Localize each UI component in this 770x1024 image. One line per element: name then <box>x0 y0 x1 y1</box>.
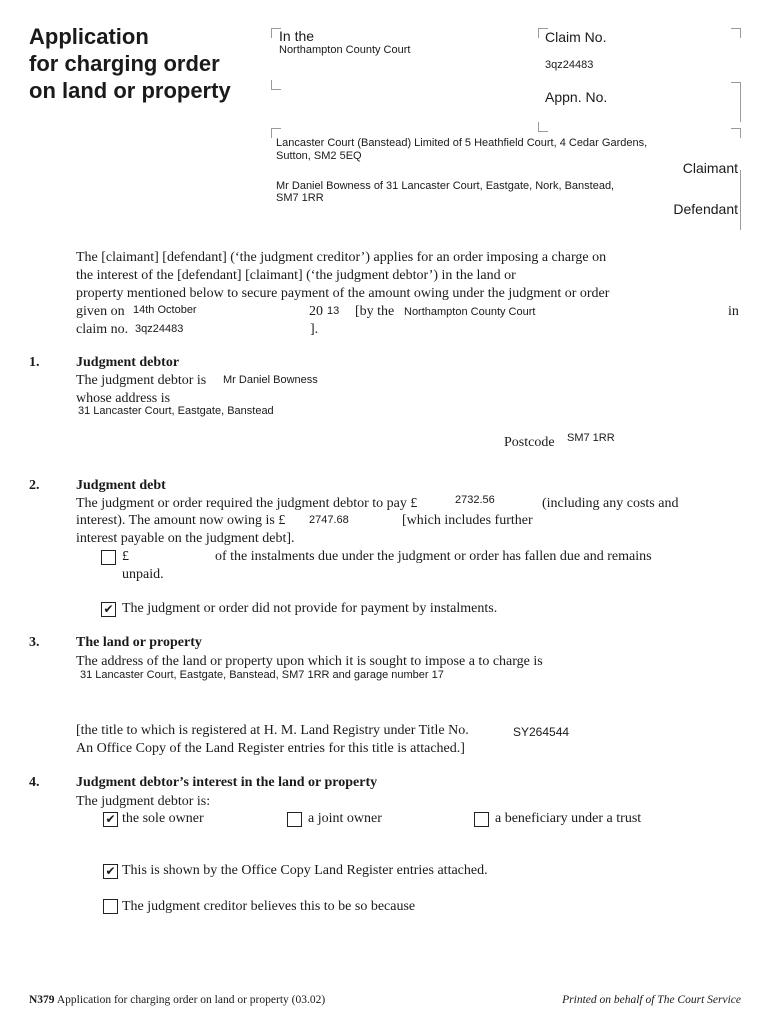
no-instalments-checkbox[interactable] <box>101 602 116 617</box>
debt-line-3: interest payable on the judgment debt]. <box>76 531 295 546</box>
creditor-believes-checkbox[interactable] <box>103 899 118 914</box>
form-title <box>29 23 231 104</box>
claim-no-field[interactable]: 3qz24483 <box>545 59 594 71</box>
debtor-address-field[interactable]: 31 Lancaster Court, Eastgate, Banstead <box>78 405 274 417</box>
instalments-unpaid-text: of the instalments due under the judgment or order has fallen due and remains <box>215 549 652 564</box>
form-title-footer: Application for charging order on land or property (03.02) <box>56 994 326 1006</box>
year-field[interactable]: 13 <box>327 305 340 317</box>
title-registry-line: [the title to which is registered at H. M. Land Registry under Title No. <box>76 723 469 738</box>
office-copy-checkbox[interactable] <box>103 864 118 879</box>
claim-no-label: Claim No. <box>545 29 607 45</box>
postcode-label: Postcode <box>504 435 555 450</box>
section-2-heading: Judgment debt <box>76 478 166 493</box>
joint-owner-checkbox[interactable] <box>287 812 302 827</box>
office-copy-shown-text: This is shown by the Office Copy Land Register entries attached. <box>122 863 488 878</box>
office-copy-line: An Office Copy of the Land Register entries for this title is attached.] <box>76 741 465 756</box>
instalments-unpaid-text-2: unpaid. <box>122 567 164 582</box>
court-box-corner <box>271 80 281 90</box>
section-1-number: 1. <box>29 355 40 370</box>
section-4-heading: Judgment debtor’s interest in the land or property <box>76 775 378 790</box>
section-3-number: 3. <box>29 635 40 650</box>
title-line-1: Application <box>29 24 149 49</box>
claimant-field-line-2[interactable]: Sutton, SM2 5EQ <box>276 150 362 162</box>
claim-no-inline-label: claim no. <box>76 322 129 337</box>
intro-line-3: property mentioned below to secure payment of the amount owing under the judgment or order <box>76 286 610 301</box>
parties-box-edge <box>740 170 741 230</box>
debt-line-2-suffix: [which includes further <box>402 513 533 528</box>
check-icon: ✔ <box>105 864 116 878</box>
no-instalments-text: The judgment or order did not provide for payment by instalments. <box>122 601 498 616</box>
in-the-label: In the <box>279 28 315 44</box>
address-label: whose address is <box>76 391 171 406</box>
footer-form-id <box>29 994 325 1006</box>
owing-amount-field[interactable]: 2747.68 <box>309 514 349 526</box>
debt-line-1-suffix: (including any costs and <box>542 496 679 511</box>
beneficiary-checkbox[interactable] <box>474 812 489 827</box>
intro-line-2: the interest of the [defendant] [claimant] (‘the judgment debtor’) in the land or <box>76 268 516 283</box>
by-the-label: [by the <box>355 304 395 319</box>
by-the-court-field[interactable]: Northampton County Court <box>404 306 536 318</box>
form-code: N379 <box>29 994 55 1006</box>
debtor-name-field[interactable]: Mr Daniel Bowness <box>223 374 318 386</box>
creditor-believes-text: The judgment creditor believes this to be so because <box>122 899 416 914</box>
joint-owner-label: a joint owner <box>308 811 382 826</box>
property-line-1: The address of the land or property upon which it is sought to impose a to charge is <box>76 654 543 669</box>
defendant-label: Defendant <box>673 201 738 217</box>
beneficiary-label: a beneficiary under a trust <box>495 811 642 826</box>
defendant-field-line-2[interactable]: SM7 1RR <box>276 192 324 204</box>
claim-box-corner <box>538 122 548 132</box>
debtor-label: The judgment debtor is <box>76 373 207 388</box>
instalments-currency: £ <box>122 549 129 564</box>
section-1-heading: Judgment debtor <box>76 355 180 370</box>
section-4-number: 4. <box>29 775 40 790</box>
interest-line-1: The judgment debtor is: <box>76 794 211 809</box>
title-line-3: on land or property <box>29 78 231 103</box>
pay-amount-field[interactable]: 2732.56 <box>455 494 495 506</box>
court-name-field[interactable]: Northampton County Court <box>279 44 411 56</box>
title-no-field[interactable]: SY264544 <box>513 725 570 739</box>
section-3-heading: The land or property <box>76 635 202 650</box>
property-address-field[interactable]: 31 Lancaster Court, Eastgate, Banstead, SM7 1RR and garage number 17 <box>80 669 444 681</box>
section-2-number: 2. <box>29 478 40 493</box>
intro-line-1: The [claimant] [defendant] (‘the judgment creditor’) applies for an order imposing a charge on <box>76 250 607 265</box>
check-icon: ✔ <box>103 602 114 616</box>
claimant-label: Claimant <box>682 160 738 176</box>
claimant-field-line-1[interactable]: Lancaster Court (Banstead) Limited of 5 Heathfield Court, 4 Cedar Gardens, <box>276 137 648 149</box>
sole-owner-label: the sole owner <box>122 811 204 826</box>
in-label: in <box>728 304 739 319</box>
claim-box-divider <box>740 82 741 122</box>
given-on-field[interactable]: 14th October <box>133 304 197 316</box>
parties-box-corner <box>731 128 741 138</box>
claim-box-divider <box>731 82 740 83</box>
printed-by: Printed on behalf of The Court Service <box>562 994 741 1006</box>
instalments-unpaid-checkbox[interactable] <box>101 550 116 565</box>
close-bracket: ]. <box>310 322 319 337</box>
debt-line-2: interest). The amount now owing is £ <box>76 513 286 528</box>
appn-no-label: Appn. No. <box>545 89 608 105</box>
sole-owner-checkbox[interactable] <box>103 812 118 827</box>
postcode-field[interactable]: SM7 1RR <box>567 432 615 444</box>
check-icon: ✔ <box>105 812 116 826</box>
debt-line-1: The judgment or order required the judgment debtor to pay £ <box>76 496 418 511</box>
claim-no-inline-field[interactable]: 3qz24483 <box>135 323 184 335</box>
year-prefix: 20 <box>309 304 323 319</box>
given-on-label: given on <box>76 304 125 319</box>
claim-box-corner <box>731 28 741 38</box>
title-line-2: for charging order <box>29 51 220 76</box>
defendant-field-line-1[interactable]: Mr Daniel Bowness of 31 Lancaster Court, Eastgate, Nork, Banstead, <box>276 180 615 192</box>
